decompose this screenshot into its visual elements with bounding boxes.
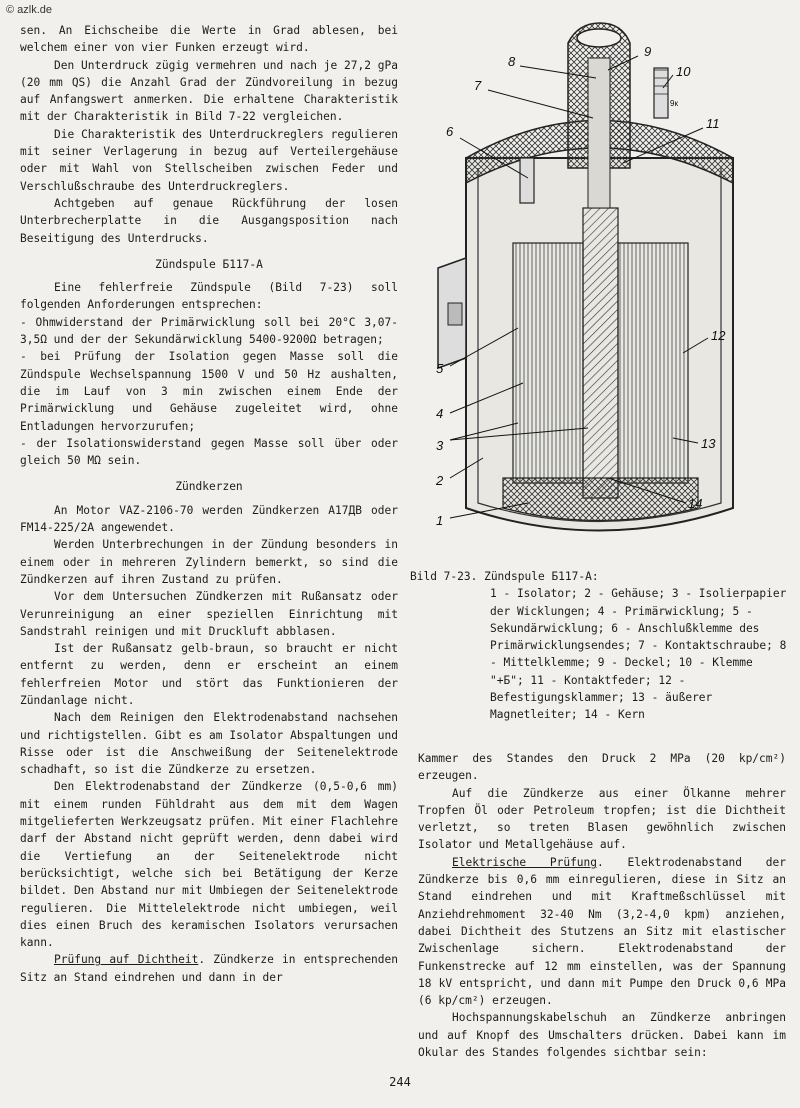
paragraph: Hochspannungskabelschuh an Zündkerze anbringen und auf Knopf des Umschalters drücken. Dabei kann im Okular des Standes folgendes sichtbar sein: [418,1011,786,1060]
paragraph: Werden Unterbrechungen in der Zündung besonders in einem oder in mehreren Zylindern bemerkt, so sind die Zündkerzen auf ihren Zustand zu prüfen. [20,538,398,586]
callout-7: 7 [474,78,482,93]
paragraph: Vor dem Untersuchen Zündkerzen mit Rußansatz oder Verunreinigung an einer speziellen Einrichtung mit Sandstrahl reinigen und mit Druckluft abblasen. [20,590,398,638]
paragraph: Die Charakteristik des Unterdruckreglers regulieren mit seiner Verlagerung in bezug auf Verteilergehäuse oder mit Wahl von Stellscheiben zwischen Feder und Verschlußschraube des Unterdruckreglers. [20,127,398,193]
list-item: - Ohmwiderstand der Primärwicklung soll bei 20°C 3,07-3,5Ω und der der Sekundärwicklung 5400-9200Ω betragen; [20,315,398,347]
figure-caption [410,568,790,724]
paragraph: Achtgeben auf genaue Rückführung der losen Unterbrecherplatte in die Ausgangsposition nach Beseitigung des Unterdrucks. [20,196,398,245]
caption-title: Bild 7-23. Zündspule Б117-А: [410,570,599,583]
right-column [418,750,786,1061]
callout-10: 10 [676,64,691,79]
ignition-coil-figure [418,8,788,556]
callout-4: 4 [436,406,444,421]
callout-6: 6 [446,124,454,139]
paragraph: Den Unterdruck zügig vermehren und nach je 27,2 gPa (20 mm QS) die Anzahl Grad der Zündvoreilung in bezug auf Anfangswert anmerken. Die erhaltene Charakteristik mit der Charakteristik in Bild 7-22 vergleichen. [20,58,398,124]
paragraph [20,951,398,986]
callout-2: 2 [436,473,444,488]
paragraph-text: . Elektrodenabstand der Zündkerze bis 0,6 mm einregulieren, diese in Sitz an Stand eindrehen und mit Kraftmeßschlüssel mit Anziehdrehmoment 32-40 Nm (3,2-4,0 kpm) anziehen, dabei Dichtheit des Stutzens an Sitz mit elastischer Zwischenlage sichern. Elektrodenabstand der Funkenstrecke auf 12 mm einstellen, was der Spannung 18 kV entspricht, und dann mit Pumpe den Druck 0,6 MPa (6 kp/cm²) erzeugen. [418,855,786,1008]
section-heading: Zündkerzen [175,480,243,494]
paragraph: Eine fehlerfreie Zündspule (Bild 7-23) soll folgenden Anforderungen entsprechen: [20,281,398,312]
paragraph [418,854,786,1010]
watermark: © azlk.de [6,4,53,16]
subheading-underlined: Prüfung auf Dichtheit [54,953,199,967]
ignition-coil-drawing [418,8,788,556]
section-heading: Zündspule Б117-А [155,257,263,271]
callout-11: 11 [706,116,720,131]
paragraph: Den Elektrodenabstand der Zündkerze (0,5-0,6 mm) mit einem runden Fühldraht aus dem mit dem Wagen mitgelieferten Werkzeugsatz prüfen. Mit einer Flachlehre darf der Abstand nicht geprüft werden, denn dabei wird die Vertiefung an der Seitenelektrode nicht berücksichtigt, welche sich bei Betätigung der Kerze bildet. Den Abstand nur mit Umbiegen der Seitenelektrode regulieren. Die Mittelelektrode nicht umbiegen, weil dies einen Bruch des keramischen Isolators verursachen kann. [20,780,398,950]
callout-12: 12 [711,328,726,343]
list-item: - der Isolationswiderstand gegen Masse soll über oder gleich 50 MΩ sein. [20,436,398,468]
paragraph-text: . Zündkerze in entsprechenden Sitz an Stand eindrehen und dann in der [20,953,399,984]
paragraph: Auf die Zündkerze aus einer Ölkanne mehrer Tropfen Öl oder Petroleum tropfen; ist die Dichtheit verletzt, so treten Blasen gewöhnlich zwischen Isolator und Metallgehäuse auf. [418,786,786,852]
list-item: - bei Prüfung der Isolation gegen Masse soll die Zündspule Wechselspannung 1500 V und 50 Hz aushalten, die im Lauf von 3 min zwischen einem Ende der Primärwicklung und Gehäuse zugeleitet wird, ohne Entladungen hervorzurufen; [20,350,398,433]
callout-5: 5 [436,361,444,376]
callout-13: 13 [701,436,716,451]
paragraph: Ist der Rußansatz gelb-braun, so braucht er nicht entfernt zu werden, denn er erscheint an einem fehlerfreien Motor und stört das Funktionieren der Zündanlage nicht. [20,642,398,707]
left-column [20,22,398,986]
caption-legend: 1 - Isolator; 2 - Gehäuse; 3 - Isolierpapier der Wicklungen; 4 - Primärwicklung; 5 - Sekundärwicklung; 6 - Anschlußklemme des Primärwicklungsendes; 7 - Kontaktschraube; 8 - Mittelklemme; 9 - Deckel; 10 - Klemme "+Б"; 11 - Kontaktfeder; 12 - Befestigungsklammer; 13 - äußerer Magnetleiter; 14 - Kern [490,587,787,722]
page-number: 244 [389,1075,411,1089]
callout-14: 14 [688,496,703,511]
paragraph: Nach dem Reinigen den Elektrodenabstand nachsehen und richtigstellen. Gibt es am Isolator Abspaltungen und Risse oder ist die Anschweißung der Seitenelektrode schadhaft, so ist die Zündkerze zu ersetzen. [20,711,398,777]
paragraph: sen. An Eichscheibe die Werte in Grad ablesen, bei welchem einer von vier Funken erzeugt wird. [20,24,398,55]
callout-9: 9 [644,44,652,59]
subheading-underlined: Elektrische Prüfung [452,855,598,869]
paragraph: An Motor VAZ-2106-70 werden Zündkerzen А17ДВ oder FM14-225/2A angewendet. [20,503,398,535]
callout-3: 3 [436,438,444,453]
terminal-mark: 9к [670,99,678,108]
paragraph: Kammer des Standes den Druck 2 MPa (20 kp/cm²) erzeugen. [418,752,786,783]
callout-8: 8 [508,54,516,69]
callout-1: 1 [436,513,444,528]
